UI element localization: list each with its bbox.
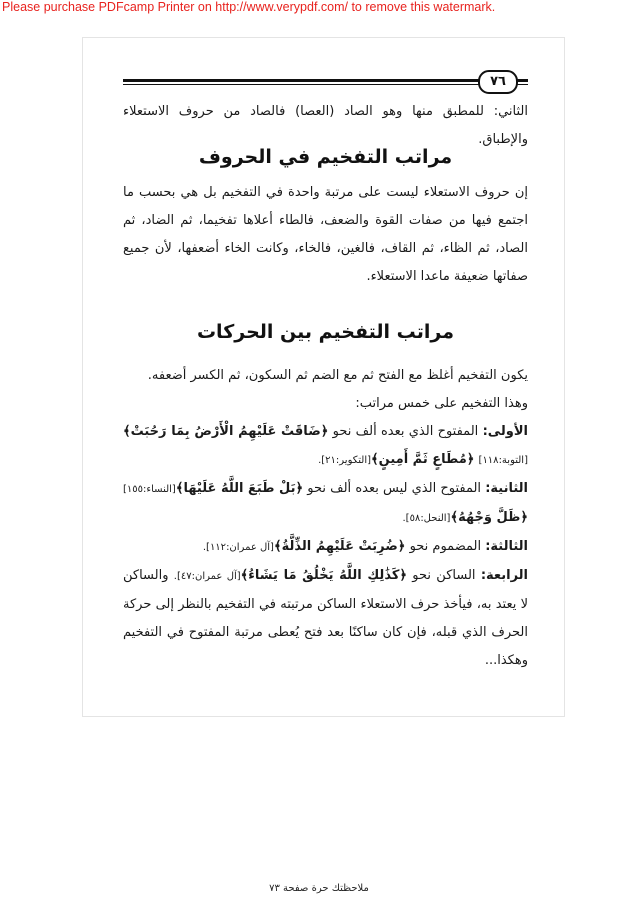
level-label: الرابعة: [480, 568, 528, 583]
level-text: المفتوح الذي بعده ألف نحو [332, 424, 479, 439]
level-third [123, 533, 528, 562]
verse-reference: [آل عمران:٤٧]. [173, 571, 241, 582]
page-header [123, 70, 528, 92]
intro-paragraph: الثاني: للمطبق منها وهو الصاد (العصا) فالصاد من حروف الاستعلاء والإطباق. [123, 104, 528, 147]
section-heading-vowels: مراتب التفخيم بين الحركات [196, 321, 455, 343]
quran-verse: ﴿بَلْ طَبَعَ اللَّهُ عَلَيْهَا﴾ [175, 481, 304, 496]
vowels-intro: يكون التفخيم أغلظ مع الفتح ثم مع الضم ثم السكون، ثم الكسر أضعفه. [147, 368, 528, 383]
level-label: الأولى: [482, 424, 529, 439]
level-text: الساكن نحو [412, 568, 476, 583]
level-fourth [123, 562, 528, 675]
level-continuation: والساكن لا يعتد به، فيأخذ حرف الاستعلاء الساكن مرتبته في التفخيم بالنظر إلى حركة الحرف الذي قبله، فإن كان ساكنًا بعد فتح يُعطى مرتبة المفتوح في التفخيم وهكذا... [123, 568, 528, 668]
level-text: المفتوح الذي ليس بعده ألف نحو [307, 481, 482, 496]
level-label: الثانية: [485, 481, 528, 496]
level-label: الثالثة: [485, 539, 528, 554]
section-heading-letters: مراتب التفخيم في الحروف [198, 146, 453, 168]
page-footer: ملاحظتك حرة صفحة ٧٣ [269, 883, 369, 894]
header-rule [123, 79, 528, 82]
quran-verse: ﴿ضُرِبَتْ عَلَيْهِمُ الذِّلَّةُ﴾ [273, 539, 406, 554]
watermark-text: Please purchase PDFcamp Printer on http://www.verypdf.com/ to remove this watermark. [2, 0, 496, 14]
level-first [123, 418, 528, 475]
section-body-letters: إن حروف الاستعلاء ليست على مرتبة واحدة في التفخيم بل هي بحسب ما اجتمع فيها من صفات القوة والضعف، فالطاء أعلاها تفخيما، ثم الضاد، ثم الصاد، ثم الظاء، ثم القاف، فالغين، فالخاء، وكانت الخاء أضعفها، لأن جميع صفاتها ضعيفة ماعدا الاستعلاء. [123, 185, 528, 284]
verse-reference: [آل عمران:١١٢]. [202, 542, 274, 553]
quran-verse: ﴿مُطَاعٍ ثَمَّ أَمِينٍ﴾ [371, 452, 475, 467]
quran-verse: ﴿ضَاقَتْ عَلَيْهِمُ الْأَرْضُ بِمَا رَحُبَتْ﴾ [123, 424, 329, 439]
verse-reference: [النحل:٥٨]. [402, 513, 451, 524]
level-second [123, 475, 528, 533]
verse-reference: [النساء:١٥٥] [123, 484, 176, 495]
header-rule-thin [123, 84, 528, 85]
levels-intro: وهذا التفخيم على خمس مراتب: [355, 396, 528, 411]
verse-reference: [التكوير:٢١]. [318, 455, 372, 466]
section-body-vowels [123, 362, 528, 675]
quran-verse: ﴿ظَلَّ وَجْهُهُ﴾ [450, 510, 528, 525]
level-text: المضموم نحو [409, 539, 482, 554]
document-page [82, 37, 565, 717]
verse-reference: [التوبة:١١٨] [478, 455, 528, 466]
page-number-badge: ٧٦ [478, 70, 518, 94]
quran-verse: ﴿كَذَٰلِكِ اللَّهُ يَخْلُقُ مَا يَشَاءُ﴾ [240, 568, 408, 583]
